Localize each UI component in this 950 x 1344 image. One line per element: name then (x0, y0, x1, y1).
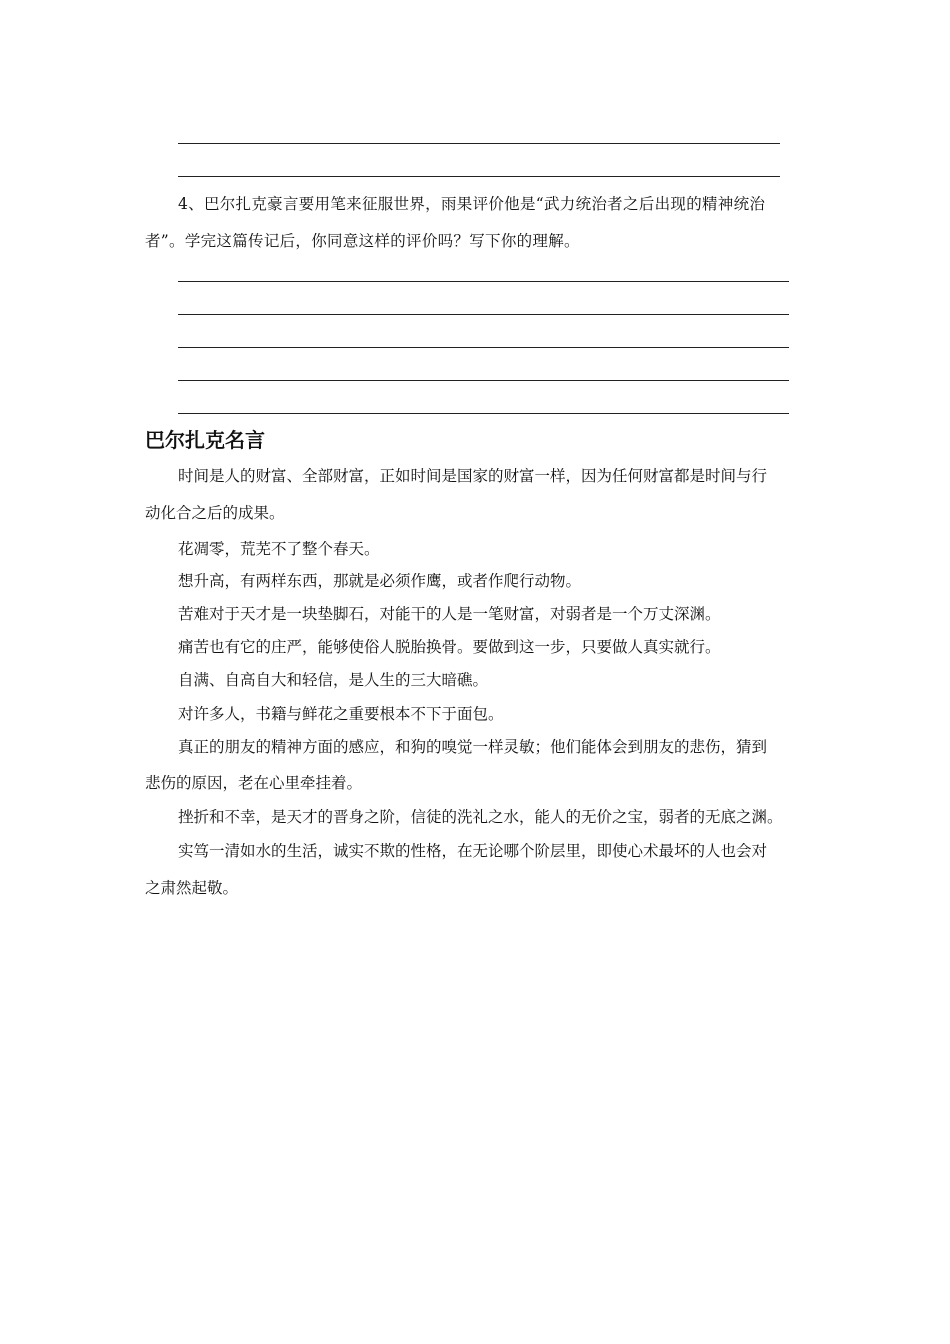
quote-6: 自满、自高自大和轻信，是人生的三大暗礁。 (178, 671, 489, 689)
quote-9: 挫折和不幸，是天才的晋身之阶，信徒的洗礼之水，能人的无价之宝，弱者的无底之渊。 (178, 808, 783, 826)
quote-8-line-1: 真正的朋友的精神方面的感应，和狗的嗅觉一样灵敏；他们能体会到朋友的悲伤，猜到 (178, 738, 768, 756)
quote-1-line-1: 时间是人的财富、全部财富，正如时间是国家的财富一样，因为任何财富都是时间与行 (178, 467, 768, 485)
quote-4: 苦难对于天才是一块垫脚石，对能干的人是一笔财富，对弱者是一个万丈深渊。 (178, 605, 721, 623)
answer-line (178, 176, 780, 177)
quote-10-line-1: 实笃一清如水的生活，诚实不欺的性格，在无论哪个阶层里，即使心术最坏的人也会对 (178, 842, 768, 860)
quote-8-line-2: 悲伤的原因，老在心里牵挂着。 (145, 774, 363, 792)
question-4-line-1: 4、巴尔扎克豪言要用笔来征服世界，雨果评价他是“武力统治者之后出现的精神统治 (178, 195, 766, 213)
quote-10-line-2: 之肃然起敬。 (145, 879, 239, 897)
answer-line (178, 314, 789, 315)
quote-5: 痛苦也有它的庄严，能够使俗人脱胎换骨。要做到这一步，只要做人真实就行。 (178, 638, 721, 656)
quote-1-line-2: 动化合之后的成果。 (145, 504, 285, 522)
quote-3: 想升高，有两样东西，那就是必须作鹰，或者作爬行动物。 (178, 572, 582, 590)
answer-line (178, 347, 789, 348)
quote-2: 花凋零，荒芜不了整个春天。 (178, 540, 380, 558)
section-heading: 巴尔扎克名言 (145, 428, 265, 452)
answer-line (178, 143, 780, 144)
question-4-line-2: 者”。学完这篇传记后，你同意这样的评价吗？写下你的理解。 (145, 232, 580, 250)
quote-7: 对许多人，书籍与鲜花之重要根本不下于面包。 (178, 705, 504, 723)
answer-line (178, 281, 789, 282)
answer-line (178, 413, 789, 414)
answer-line (178, 380, 789, 381)
